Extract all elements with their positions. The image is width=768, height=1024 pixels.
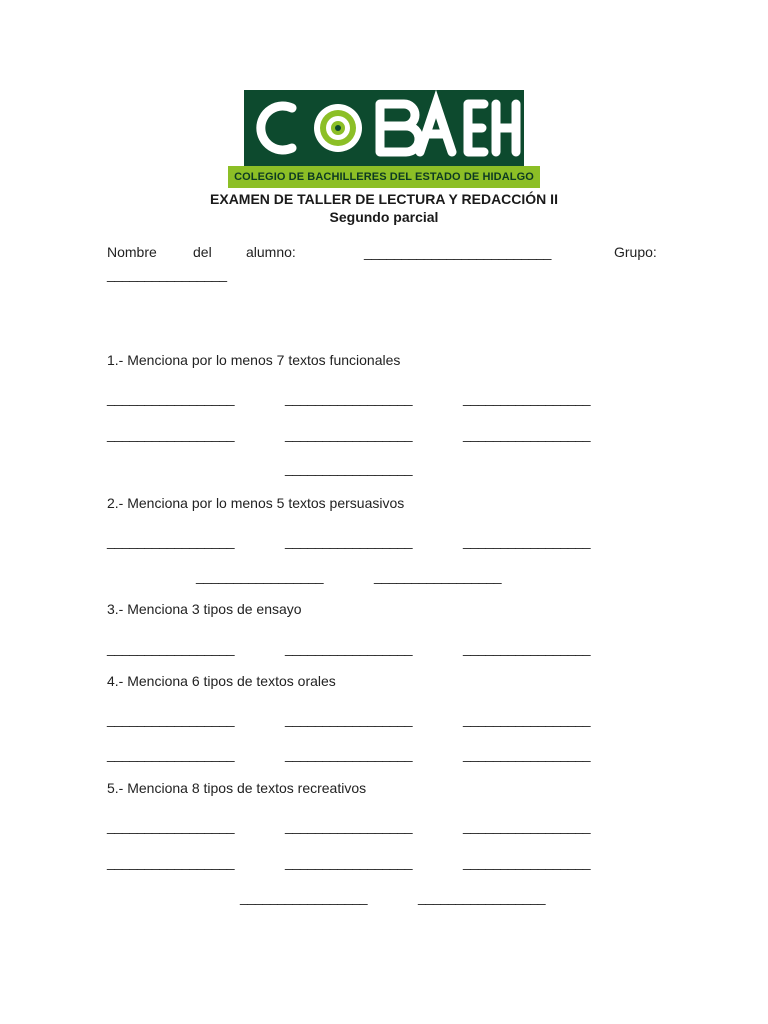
- answer-blank[interactable]: _________________: [285, 426, 413, 442]
- question-5: 5.- Menciona 8 tipos de textos recreativos: [107, 780, 367, 796]
- question-2: 2.- Menciona por lo menos 5 textos persuasivos: [107, 495, 405, 511]
- group-blank[interactable]: ________________: [107, 266, 227, 282]
- answer-blank[interactable]: _________________: [463, 746, 591, 762]
- exam-title: EXAMEN DE TALLER DE LECTURA Y REDACCIÓN II: [210, 191, 558, 207]
- question-1: 1.- Menciona por lo menos 7 textos funcionales: [107, 352, 401, 368]
- answer-blank[interactable]: _________________: [463, 390, 591, 406]
- answer-blank[interactable]: _________________: [285, 390, 413, 406]
- answer-blank[interactable]: _________________: [107, 746, 235, 762]
- cobaeh-logo: [228, 90, 540, 190]
- logo-subtitle: COLEGIO DE BACHILLERES DEL ESTADO DE HIDALGO: [234, 171, 534, 183]
- answer-blank[interactable]: _________________: [463, 533, 591, 549]
- answer-blank[interactable]: _________________: [463, 711, 591, 727]
- answer-blank[interactable]: _________________: [285, 460, 413, 476]
- logo-band: [228, 166, 540, 188]
- answer-blank[interactable]: _________________: [285, 533, 413, 549]
- answer-blank[interactable]: _________________: [107, 640, 235, 656]
- answer-blank[interactable]: _________________: [285, 640, 413, 656]
- answer-blank[interactable]: _________________: [285, 854, 413, 870]
- name-label-3: alumno:: [246, 244, 296, 260]
- answer-blank[interactable]: _________________: [196, 568, 324, 584]
- logo-wordmark: [244, 90, 524, 166]
- group-label: Grupo:: [614, 244, 657, 260]
- answer-blank[interactable]: _________________: [285, 818, 413, 834]
- answer-blank[interactable]: _________________: [107, 818, 235, 834]
- answer-blank[interactable]: _________________: [463, 426, 591, 442]
- answer-blank[interactable]: _________________: [285, 711, 413, 727]
- answer-blank[interactable]: _________________: [107, 711, 235, 727]
- answer-blank[interactable]: _________________: [107, 390, 235, 406]
- answer-blank[interactable]: _________________: [463, 818, 591, 834]
- answer-blank[interactable]: _________________: [240, 889, 368, 905]
- answer-blank[interactable]: _________________: [418, 889, 546, 905]
- answer-blank[interactable]: _________________: [374, 568, 502, 584]
- answer-blank[interactable]: _________________: [107, 426, 235, 442]
- name-label-2: del: [193, 244, 212, 260]
- name-label-1: Nombre: [107, 244, 157, 260]
- answer-blank[interactable]: _________________: [107, 533, 235, 549]
- question-3: 3.- Menciona 3 tipos de ensayo: [107, 601, 302, 617]
- answer-blank[interactable]: _________________: [285, 746, 413, 762]
- name-blank[interactable]: _________________________: [364, 244, 552, 260]
- exam-subtitle: Segundo parcial: [329, 209, 439, 225]
- answer-blank[interactable]: _________________: [107, 854, 235, 870]
- question-4: 4.- Menciona 6 tipos de textos orales: [107, 673, 336, 689]
- logo-dark-panel: [244, 90, 524, 166]
- answer-blank[interactable]: _________________: [463, 854, 591, 870]
- answer-blank[interactable]: _________________: [463, 640, 591, 656]
